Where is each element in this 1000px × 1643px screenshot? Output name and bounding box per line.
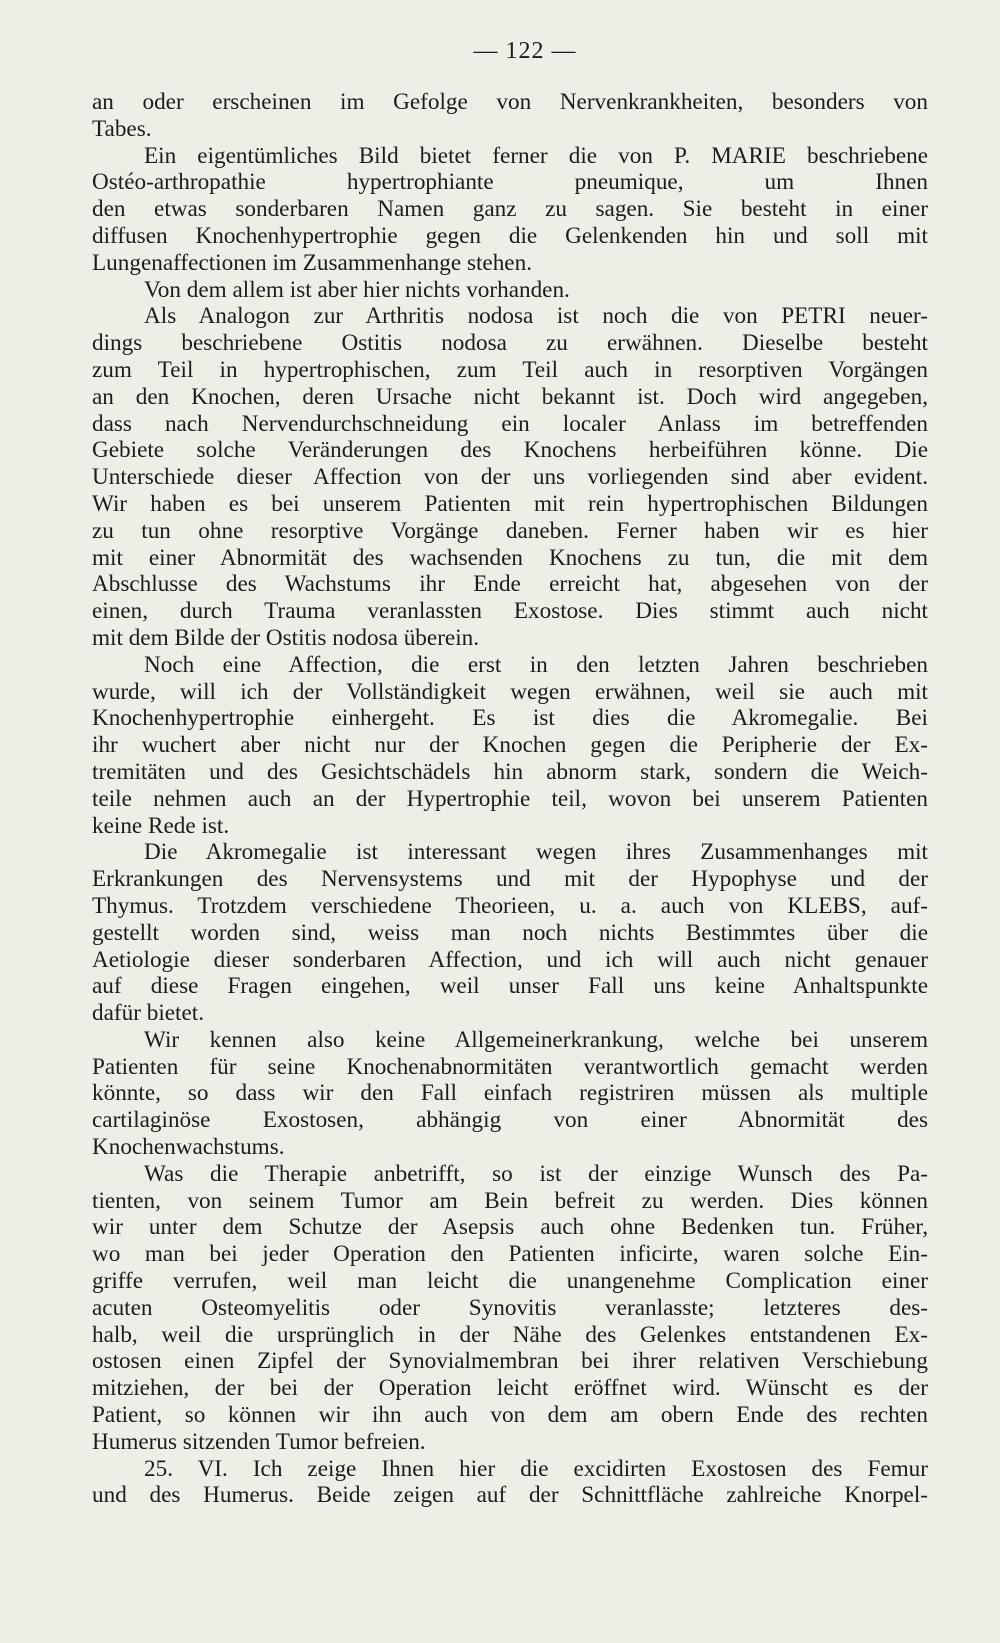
text-line: dass nach Nervendurchschneidung ein localer Anlass im betreffenden: [92, 410, 928, 437]
text-line: an den Knochen, deren Ursache nicht bekannt ist. Doch wird angegeben,: [92, 383, 928, 410]
text-line: könnte, so dass wir den Fall einfach registriren müssen als multiple: [92, 1080, 928, 1107]
text-line: keine Rede ist.: [92, 812, 230, 839]
text-line: diffusen Knochenhypertrophie gegen die Gelenkenden hin und soll mit: [92, 222, 928, 249]
text-line: Thymus. Trotzdem verschiedene Theorieen, u. a. auch von KLEBS, auf-: [92, 892, 928, 919]
text-line: 25. VI. Ich zeige Ihnen hier die excidirten Exostosen des Femur: [144, 1455, 928, 1482]
text-line: mit dem Bilde der Ostitis nodosa überein.: [92, 624, 480, 651]
text-line: auf diese Fragen eingehen, weil unser Fall uns keine Anhaltspunkte: [92, 973, 928, 1000]
text-line: teile nehmen auch an der Hypertrophie teil, wovon bei unserem Patienten: [92, 785, 928, 812]
text-line: Humerus sitzenden Tumor befreien.: [92, 1428, 426, 1455]
text-line: wo man bei jeder Operation den Patienten inficirte, waren solche Ein-: [92, 1241, 928, 1268]
text-line: zu tun ohne resorptive Vorgänge daneben. Ferner haben wir es hier: [92, 517, 928, 544]
text-line: dings beschriebene Ostitis nodosa zu erwähnen. Dieselbe besteht: [92, 330, 928, 357]
text-line: wurde, will ich der Vollständigkeit wegen erwähnen, weil sie auch mit: [92, 678, 928, 705]
text-line: Ein eigentümliches Bild bietet ferner die von P. MARIE beschriebene: [144, 142, 928, 169]
text-line: Patient, so können wir ihn auch von dem am obern Ende des rechten: [92, 1402, 928, 1429]
text-line: Unterschiede dieser Affection von der uns vorliegenden sind aber evident.: [92, 464, 928, 491]
text-line: und des Humerus. Beide zeigen auf der Schnittfläche zahlreiche Knorpel-: [92, 1482, 928, 1509]
text-line: ihr wuchert aber nicht nur der Knochen gegen die Peripherie der Ex-: [92, 732, 928, 759]
text-line: mitziehen, der bei der Operation leicht eröffnet wird. Wünscht es der: [92, 1375, 928, 1402]
text-line: griffe verrufen, weil man leicht die unangenehme Complication einer: [92, 1268, 928, 1295]
text-line: Noch eine Affection, die erst in den letzten Jahren beschrieben: [144, 651, 928, 678]
text-line: Patienten für seine Knochenabnormitäten verantwortlich gemacht werden: [92, 1053, 928, 1080]
body-text: [92, 89, 928, 1509]
page-number: — 122 —: [473, 38, 577, 64]
text-line: tienten, von seinem Tumor am Bein befreit zu werden. Dies können: [92, 1187, 928, 1214]
text-line: Wir kennen also keine Allgemeinerkrankung, welche bei unserem: [144, 1026, 928, 1053]
text-line: acuten Osteomyelitis oder Synovitis veranlasste; letzteres des-: [92, 1294, 928, 1321]
text-line: Gebiete solche Veränderungen des Knochens herbeiführen könne. Die: [92, 437, 928, 464]
text-line: Als Analogon zur Arthritis nodosa ist noch die von PETRI neuer-: [144, 303, 928, 330]
text-line: den etwas sonderbaren Namen ganz zu sagen. Sie besteht in einer: [92, 196, 928, 223]
text-line: zum Teil in hypertrophischen, zum Teil auch in resorptiven Vorgängen: [92, 356, 928, 383]
text-line: an oder erscheinen im Gefolge von Nervenkrankheiten, besonders von: [92, 89, 928, 115]
text-line: gestellt worden sind, weiss man noch nichts Bestimmtes über die: [92, 919, 928, 946]
text-line: Lungenaffectionen im Zusammenhange stehen.: [92, 249, 532, 276]
text-line: Erkrankungen des Nervensystems und mit der Hypophyse und der: [92, 866, 928, 893]
text-line: cartilaginöse Exostosen, abhängig von einer Abnormität des: [92, 1107, 928, 1134]
text-line: Wir haben es bei unserem Patienten mit rein hypertrophischen Bildungen: [92, 490, 928, 517]
text-line: Tabes.: [92, 115, 152, 142]
text-line: Von dem allem ist aber hier nichts vorhanden.: [144, 276, 570, 303]
text-line: halb, weil die ursprünglich in der Nähe des Gelenkes entstandenen Ex-: [92, 1321, 928, 1348]
text-line: Abschlusse des Wachstums ihr Ende erreicht hat, abgesehen von der: [92, 571, 928, 598]
text-line: Ostéo-arthropathie hypertrophiante pneumique, um Ihnen: [92, 169, 928, 196]
text-line: Knochenhypertrophie einhergeht. Es ist dies die Akromegalie. Bei: [92, 705, 928, 732]
text-line: dafür bietet.: [92, 1000, 205, 1027]
text-line: Die Akromegalie ist interessant wegen ihres Zusammenhanges mit: [144, 839, 928, 866]
text-line: ostosen einen Zipfel der Synovialmembran bei ihrer relativen Verschiebung: [92, 1348, 928, 1375]
text-line: Was die Therapie anbetrifft, so ist der einzige Wunsch des Pa-: [144, 1160, 928, 1187]
text-line: tremitäten und des Gesichtschädels hin abnorm stark, sondern die Weich-: [92, 758, 928, 785]
text-line: mit einer Abnormität des wachsenden Knochens zu tun, die mit dem: [92, 544, 928, 571]
text-line: Knochenwachstums.: [92, 1134, 285, 1161]
text-line: einen, durch Trauma veranlassten Exostose. Dies stimmt auch nicht: [92, 598, 928, 625]
text-line: Aetiologie dieser sonderbaren Affection, und ich will auch nicht genauer: [92, 946, 928, 973]
text-line: wir unter dem Schutze der Asepsis auch ohne Bedenken tun. Früher,: [92, 1214, 928, 1241]
